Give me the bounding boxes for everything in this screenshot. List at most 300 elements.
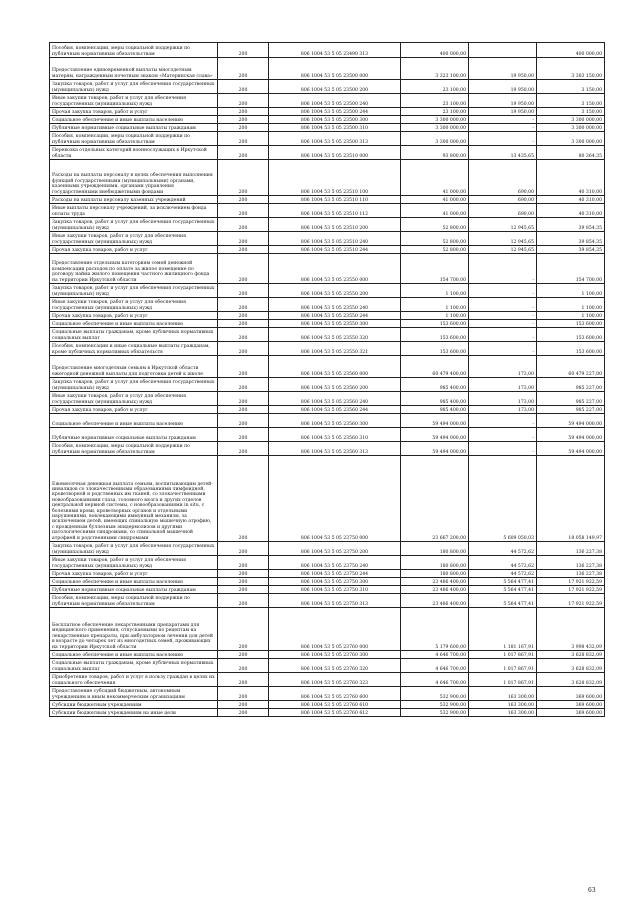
row-name: Социальные выплаты гражданам, кроме публичных нормативных социальных выплат	[50, 328, 218, 342]
row-executed-amount: 163 300,00	[469, 701, 537, 709]
row-executed-amount: -	[469, 328, 537, 342]
row-remaining-amount: 59 494 000,00	[537, 428, 605, 442]
row-executed-amount: 5 609 050,03	[469, 456, 537, 542]
row-glv-code: 200	[218, 254, 269, 284]
row-glv-code: 200	[218, 43, 269, 58]
row-budget-code: 806 1004 53 5 05 23750 244	[269, 570, 401, 578]
row-budget-code: 806 1004 53 5 05 23550 240	[269, 298, 401, 312]
row-glv-code: 200	[218, 94, 269, 108]
table-row	[50, 556, 605, 570]
budget-table-body	[50, 43, 605, 717]
row-remaining-amount: 17 921 922,59	[537, 578, 605, 586]
row-name: Публичные нормативные социальные выплаты гражданам	[50, 586, 218, 594]
row-glv-code: 200	[218, 342, 269, 356]
table-row	[50, 356, 605, 378]
table-row	[50, 428, 605, 442]
row-name: Социальные выплаты гражданам, кроме публичных нормативных социальных выплат	[50, 659, 218, 673]
row-name: Социальное обеспечение и иные выплаты населению	[50, 578, 218, 586]
row-budget-code: 806 1004 53 5 05 23750 310	[269, 586, 401, 594]
table-row	[50, 608, 605, 651]
row-approved-amount: 3 323 100,00	[401, 58, 469, 80]
row-approved-amount: 52 800,00	[401, 246, 469, 254]
row-budget-code: 806 1004 53 5 05 23560 240	[269, 392, 401, 406]
row-budget-code: 806 1004 53 5 05 23760 000	[269, 608, 401, 651]
row-name: Предоставление единовременной выплаты многодетным матерям, награжденным почетным знаком «Материнская слава»	[50, 58, 218, 80]
row-remaining-amount: 39 854,35	[537, 246, 605, 254]
row-approved-amount: 4 646 700,00	[401, 659, 469, 673]
row-approved-amount: 41 000,00	[401, 196, 469, 204]
table-row	[50, 246, 605, 254]
row-glv-code: 200	[218, 246, 269, 254]
row-budget-code: 806 1004 53 5 05 23560 313	[269, 442, 401, 456]
row-budget-code: 806 1004 53 5 05 23510 200	[269, 218, 401, 232]
row-name: Прочая закупка товаров, работ и услуг	[50, 246, 218, 254]
row-budget-code: 806 1004 53 5 05 23500 310	[269, 124, 401, 132]
row-executed-amount: 12 945,65	[469, 232, 537, 246]
row-name: Предоставление отдельным категориям семей денежной компенсации расходов по оплате за жилое помещение по договору найма жилого помещения частного жилищного фонда на территории Иркутской области	[50, 254, 218, 284]
row-approved-amount: 985 400,00	[401, 392, 469, 406]
table-row	[50, 160, 605, 196]
table-row	[50, 578, 605, 586]
row-approved-amount: 59 494 000,00	[401, 414, 469, 428]
row-remaining-amount: 136 227,38	[537, 556, 605, 570]
row-executed-amount: -	[469, 298, 537, 312]
row-name: Пособия, компенсации, меры социальной поддержки по публичным нормативным обязательствам	[50, 43, 218, 58]
row-remaining-amount: 3 628 832,09	[537, 659, 605, 673]
table-row	[50, 312, 605, 320]
row-executed-amount: 173,00	[469, 378, 537, 392]
table-row	[50, 43, 605, 58]
row-remaining-amount: 985 227,00	[537, 392, 605, 406]
row-remaining-amount: 985 227,00	[537, 406, 605, 414]
row-approved-amount: 23 486 400,00	[401, 594, 469, 608]
row-budget-code: 806 1004 53 5 05 23750 300	[269, 578, 401, 586]
row-executed-amount: 19 950,00	[469, 80, 537, 94]
row-glv-code: 200	[218, 442, 269, 456]
row-approved-amount: 400 000,00	[401, 43, 469, 58]
row-budget-code: 806 1004 53 5 05 23760 612	[269, 709, 401, 717]
row-executed-amount: -	[469, 254, 537, 284]
row-name: Социальное обеспечение и иные выплаты населению	[50, 651, 218, 659]
table-row	[50, 94, 605, 108]
row-name: Закупка товаров, работ и услуг для обеспечения государственных (муниципальных) нужд	[50, 80, 218, 94]
row-glv-code: 200	[218, 578, 269, 586]
row-budget-code: 806 1004 53 5 05 23510 110	[269, 196, 401, 204]
table-row	[50, 284, 605, 298]
table-row	[50, 414, 605, 428]
row-name: Приобретение товаров, работ и услуг в пользу граждан в целях их социального обеспечения	[50, 673, 218, 687]
row-name: Закупка товаров, работ и услуг для обеспечения государственных (муниципальных) нужд	[50, 284, 218, 298]
row-approved-amount: 23 100,00	[401, 94, 469, 108]
row-remaining-amount: 59 494 000,00	[537, 442, 605, 456]
row-budget-code: 806 1004 53 5 05 23760 610	[269, 701, 401, 709]
row-glv-code: 200	[218, 659, 269, 673]
row-remaining-amount: 3 150,00	[537, 94, 605, 108]
row-budget-code: 806 1004 53 5 05 23510 244	[269, 246, 401, 254]
row-remaining-amount: 3 300 000,00	[537, 132, 605, 146]
row-remaining-amount: 154 700,00	[537, 254, 605, 284]
row-budget-code: 806 1004 53 5 05 23560 200	[269, 378, 401, 392]
table-row	[50, 594, 605, 608]
row-executed-amount: -	[469, 414, 537, 428]
page-number: 63	[588, 887, 596, 894]
table-row	[50, 80, 605, 94]
row-approved-amount: 1 100,00	[401, 298, 469, 312]
row-approved-amount: 180 800,00	[401, 542, 469, 556]
row-remaining-amount: 1 100,00	[537, 312, 605, 320]
row-executed-amount: 1 017 867,91	[469, 659, 537, 673]
row-glv-code: 200	[218, 608, 269, 651]
row-approved-amount: 52 800,00	[401, 232, 469, 246]
row-name: Предоставление многодетным семьям в Иркутской области ежегодной денежной выплаты для подготовки детей к школе	[50, 356, 218, 378]
table-row	[50, 58, 605, 80]
row-approved-amount: 59 494 000,00	[401, 428, 469, 442]
row-name: Расходы на выплаты персоналу в целях обеспечения выполнения функций государственными (муниципальными) органами, казенными учреждениями, органами управления государственными внебюджетными фондами	[50, 160, 218, 196]
row-approved-amount: 180 800,00	[401, 556, 469, 570]
row-executed-amount: -	[469, 342, 537, 356]
row-name: Пособия, компенсации, меры социальной поддержки по публичным нормативным обязательствам	[50, 442, 218, 456]
row-remaining-amount: 17 921 922,59	[537, 586, 605, 594]
row-executed-amount: -	[469, 284, 537, 298]
row-budget-code: 806 1004 53 5 05 23750 200	[269, 542, 401, 556]
row-glv-code: 200	[218, 284, 269, 298]
row-glv-code: 200	[218, 414, 269, 428]
row-executed-amount: 5 564 477,41	[469, 586, 537, 594]
table-row	[50, 196, 605, 204]
row-glv-code: 200	[218, 570, 269, 578]
row-name: Иные закупки товаров, работ и услуг для обеспечения государственных (муниципальных) нужд	[50, 392, 218, 406]
row-approved-amount: 3 300 000,00	[401, 116, 469, 124]
table-row	[50, 442, 605, 456]
row-remaining-amount: 3 303 150,00	[537, 58, 605, 80]
row-budget-code: 806 1004 53 5 05 23500 200	[269, 80, 401, 94]
row-glv-code: 200	[218, 651, 269, 659]
row-executed-amount: 5 564 477,41	[469, 594, 537, 608]
row-remaining-amount: 17 921 922,59	[537, 594, 605, 608]
row-approved-amount: 23 486 400,00	[401, 586, 469, 594]
row-executed-amount: 690,00	[469, 204, 537, 218]
row-glv-code: 200	[218, 196, 269, 204]
row-remaining-amount: 153 600,00	[537, 328, 605, 342]
row-glv-code: 200	[218, 687, 269, 701]
row-budget-code: 806 1004 53 5 05 23550 321	[269, 342, 401, 356]
row-name: Закупка товаров, работ и услуг для обеспечения государственных (муниципальных) нужд	[50, 378, 218, 392]
row-budget-code: 806 1004 53 5 05 23560 300	[269, 414, 401, 428]
table-row	[50, 392, 605, 406]
row-executed-amount: 1 017 867,91	[469, 673, 537, 687]
row-glv-code: 200	[218, 406, 269, 414]
row-executed-amount: 173,00	[469, 406, 537, 414]
row-glv-code: 200	[218, 356, 269, 378]
row-budget-code: 806 1004 53 5 05 23510 112	[269, 204, 401, 218]
table-row	[50, 146, 605, 160]
row-name: Социальное обеспечение и иные выплаты населению	[50, 414, 218, 428]
table-row	[50, 108, 605, 116]
row-remaining-amount: 18 058 149,97	[537, 456, 605, 542]
row-approved-amount: 153 600,00	[401, 328, 469, 342]
row-approved-amount: 60 479 400,00	[401, 356, 469, 378]
row-glv-code: 200	[218, 124, 269, 132]
row-name: Социальное обеспечение и иные выплаты населению	[50, 320, 218, 328]
row-name: Прочая закупка товаров, работ и услуг	[50, 312, 218, 320]
row-executed-amount: -	[469, 320, 537, 328]
row-remaining-amount: 3 628 832,09	[537, 651, 605, 659]
row-budget-code: 806 1004 53 5 05 23550 300	[269, 320, 401, 328]
row-remaining-amount: 40 310,00	[537, 160, 605, 196]
row-executed-amount: 1 017 867,91	[469, 651, 537, 659]
row-remaining-amount: 59 494 000,00	[537, 414, 605, 428]
row-approved-amount: 59 494 000,00	[401, 442, 469, 456]
row-remaining-amount: 985 227,00	[537, 378, 605, 392]
row-name: Прочая закупка товаров, работ и услуг	[50, 570, 218, 578]
table-row	[50, 542, 605, 556]
row-glv-code: 200	[218, 298, 269, 312]
row-approved-amount: 23 667 200,00	[401, 456, 469, 542]
table-row	[50, 651, 605, 659]
row-budget-code: 806 1004 53 5 05 23510 240	[269, 232, 401, 246]
row-executed-amount: 163 300,00	[469, 709, 537, 717]
row-executed-amount: 12 945,65	[469, 246, 537, 254]
row-budget-code: 806 1004 53 5 05 23560 310	[269, 428, 401, 442]
row-approved-amount: 41 000,00	[401, 204, 469, 218]
row-glv-code: 200	[218, 132, 269, 146]
table-row	[50, 218, 605, 232]
row-remaining-amount: 80 364,35	[537, 146, 605, 160]
row-approved-amount: 1 100,00	[401, 312, 469, 320]
row-approved-amount: 93 800,00	[401, 146, 469, 160]
row-executed-amount: 1 181 167,91	[469, 608, 537, 651]
row-remaining-amount: 3 628 832,09	[537, 673, 605, 687]
row-budget-code: 806 1004 53 5 05 23510 000	[269, 146, 401, 160]
row-approved-amount: 23 100,00	[401, 108, 469, 116]
row-glv-code: 200	[218, 116, 269, 124]
table-row	[50, 342, 605, 356]
row-remaining-amount: 39 854,35	[537, 232, 605, 246]
row-glv-code: 200	[218, 556, 269, 570]
row-budget-code: 806 1004 53 5 05 23560 000	[269, 356, 401, 378]
row-glv-code: 200	[218, 586, 269, 594]
row-glv-code: 200	[218, 673, 269, 687]
row-approved-amount: 41 000,00	[401, 160, 469, 196]
row-glv-code: 200	[218, 160, 269, 196]
row-remaining-amount: 369 600,00	[537, 709, 605, 717]
row-budget-code: 806 1004 53 5 05 23750 240	[269, 556, 401, 570]
row-glv-code: 200	[218, 456, 269, 542]
row-budget-code: 806 1004 53 5 05 23550 244	[269, 312, 401, 320]
row-glv-code: 200	[218, 709, 269, 717]
row-glv-code: 200	[218, 701, 269, 709]
row-approved-amount: 52 800,00	[401, 218, 469, 232]
table-row	[50, 132, 605, 146]
row-approved-amount: 3 300 000,00	[401, 124, 469, 132]
row-remaining-amount: 40 310,00	[537, 204, 605, 218]
row-executed-amount: 13 435,65	[469, 146, 537, 160]
row-remaining-amount: 369 600,00	[537, 701, 605, 709]
row-glv-code: 200	[218, 58, 269, 80]
row-approved-amount: 532 900,00	[401, 701, 469, 709]
row-remaining-amount: 136 227,38	[537, 570, 605, 578]
row-remaining-amount: 3 300 000,00	[537, 116, 605, 124]
row-executed-amount: 690,00	[469, 160, 537, 196]
table-row	[50, 116, 605, 124]
row-budget-code: 806 1004 53 5 05 23560 244	[269, 406, 401, 414]
table-row	[50, 124, 605, 132]
row-name: Субсидии бюджетным учреждениям на иные цели	[50, 709, 218, 717]
row-glv-code: 200	[218, 428, 269, 442]
row-approved-amount: 180 800,00	[401, 570, 469, 578]
row-budget-code: 806 1004 53 5 05 23500 244	[269, 108, 401, 116]
row-name: Социальное обеспечение и иные выплаты населению	[50, 116, 218, 124]
row-glv-code: 200	[218, 594, 269, 608]
row-executed-amount: 690,00	[469, 196, 537, 204]
row-budget-code: 806 1004 53 5 05 23500 240	[269, 94, 401, 108]
row-budget-code: 806 1004 53 5 05 23760 320	[269, 659, 401, 673]
table-row	[50, 204, 605, 218]
row-name: Предоставление субсидий бюджетным, автономным учреждениям и иным некоммерческим организациям	[50, 687, 218, 701]
row-name: Прочая закупка товаров, работ и услуг	[50, 108, 218, 116]
row-budget-code: 806 1004 53 5 05 23760 300	[269, 651, 401, 659]
row-glv-code: 200	[218, 232, 269, 246]
row-remaining-amount: 153 600,00	[537, 342, 605, 356]
row-remaining-amount: 153 600,00	[537, 320, 605, 328]
row-name: Закупка товаров, работ и услуг для обеспечения государственных (муниципальных) нужд	[50, 218, 218, 232]
row-executed-amount: 19 950,00	[469, 94, 537, 108]
row-glv-code: 200	[218, 392, 269, 406]
row-budget-code: 806 1004 53 5 05 23760 600	[269, 687, 401, 701]
row-remaining-amount: 3 998 432,09	[537, 608, 605, 651]
row-budget-code: 806 1004 53 5 05 23760 323	[269, 673, 401, 687]
row-executed-amount: -	[469, 124, 537, 132]
table-row	[50, 586, 605, 594]
row-glv-code: 200	[218, 108, 269, 116]
row-name: Иные закупки товаров, работ и услуг для обеспечения государственных (муниципальных) нужд	[50, 298, 218, 312]
table-row	[50, 687, 605, 701]
table-row	[50, 378, 605, 392]
row-remaining-amount: 369 600,00	[537, 687, 605, 701]
row-glv-code: 200	[218, 80, 269, 94]
row-approved-amount: 153 600,00	[401, 320, 469, 328]
row-budget-code: 806 1004 53 5 05 23550 000	[269, 254, 401, 284]
row-budget-code: 806 1004 53 5 05 23750 000	[269, 456, 401, 542]
row-remaining-amount: 3 150,00	[537, 108, 605, 116]
row-name: Иные выплаты персоналу учреждений, за исключением фонда оплаты труда	[50, 204, 218, 218]
row-glv-code: 200	[218, 328, 269, 342]
row-approved-amount: 153 600,00	[401, 342, 469, 356]
row-executed-amount: 173,00	[469, 356, 537, 378]
table-row	[50, 659, 605, 673]
row-executed-amount: -	[469, 132, 537, 146]
row-name: Перевозка отдельных категорий военнослужащих в Иркутской области	[50, 146, 218, 160]
row-approved-amount: 3 300 000,00	[401, 132, 469, 146]
row-glv-code: 200	[218, 378, 269, 392]
row-glv-code: 200	[218, 218, 269, 232]
row-remaining-amount: 3 300 000,00	[537, 124, 605, 132]
row-executed-amount: 44 572,62	[469, 542, 537, 556]
table-row	[50, 570, 605, 578]
row-executed-amount: -	[469, 442, 537, 456]
table-row	[50, 701, 605, 709]
row-remaining-amount: 60 479 227,00	[537, 356, 605, 378]
row-budget-code: 806 1004 53 5 05 23500 300	[269, 116, 401, 124]
row-glv-code: 200	[218, 146, 269, 160]
row-executed-amount: 163 300,00	[469, 687, 537, 701]
table-row	[50, 406, 605, 414]
row-budget-code: 806 1004 53 5 05 23550 200	[269, 284, 401, 298]
row-executed-amount: 44 572,62	[469, 556, 537, 570]
row-name: Закупка товаров, работ и услуг для обеспечения государственных (муниципальных) нужд	[50, 542, 218, 556]
row-executed-amount: 173,00	[469, 392, 537, 406]
row-budget-code: 806 1004 53 5 05 23750 313	[269, 594, 401, 608]
table-row	[50, 328, 605, 342]
row-name: Иные закупки товаров, работ и услуг для обеспечения государственных (муниципальных) нужд	[50, 232, 218, 246]
row-name: Прочая закупка товаров, работ и услуг	[50, 406, 218, 414]
row-executed-amount: 19 950,00	[469, 108, 537, 116]
row-approved-amount: 532 900,00	[401, 709, 469, 717]
row-approved-amount: 532 900,00	[401, 687, 469, 701]
row-executed-amount: -	[469, 116, 537, 124]
row-remaining-amount: 136 227,38	[537, 542, 605, 556]
row-executed-amount: -	[469, 312, 537, 320]
row-approved-amount: 23 100,00	[401, 80, 469, 94]
row-name: Расходы на выплаты персоналу казенных учреждений	[50, 196, 218, 204]
table-row	[50, 298, 605, 312]
table-row	[50, 673, 605, 687]
row-approved-amount: 23 486 400,00	[401, 578, 469, 586]
table-row	[50, 456, 605, 542]
row-glv-code: 200	[218, 312, 269, 320]
row-remaining-amount: 1 100,00	[537, 298, 605, 312]
row-approved-amount: 5 179 600,00	[401, 608, 469, 651]
row-name: Иные закупки товаров, работ и услуг для обеспечения государственных (муниципальных) нужд	[50, 556, 218, 570]
row-name: Пособия, компенсации, меры социальной поддержки по публичным нормативным обязательствам	[50, 132, 218, 146]
budget-table	[49, 42, 605, 717]
row-executed-amount: 12 945,65	[469, 218, 537, 232]
row-budget-code: 806 1004 53 5 05 23550 320	[269, 328, 401, 342]
row-name: Иные закупки товаров, работ и услуг для обеспечения государственных (муниципальных) нужд	[50, 94, 218, 108]
row-executed-amount: 5 564 477,41	[469, 578, 537, 586]
row-budget-code: 806 1004 53 5 05 23500 313	[269, 132, 401, 146]
row-approved-amount: 4 646 700,00	[401, 673, 469, 687]
row-budget-code: 806 1004 53 5 05 23490 313	[269, 43, 401, 58]
row-approved-amount: 985 400,00	[401, 378, 469, 392]
row-approved-amount: 985 400,00	[401, 406, 469, 414]
row-name: Публичные нормативные социальные выплаты гражданам	[50, 428, 218, 442]
row-glv-code: 200	[218, 542, 269, 556]
row-name: Пособия, компенсации, меры социальной поддержки по публичным нормативным обязательствам	[50, 594, 218, 608]
row-approved-amount: 1 100,00	[401, 284, 469, 298]
row-approved-amount: 4 646 700,00	[401, 651, 469, 659]
budget-execution-sheet	[49, 42, 602, 717]
row-remaining-amount: 400 000,00	[537, 43, 605, 58]
row-executed-amount: 19 950,00	[469, 58, 537, 80]
row-executed-amount	[469, 43, 537, 58]
row-remaining-amount: 3 150,00	[537, 80, 605, 94]
table-row	[50, 254, 605, 284]
row-remaining-amount: 40 310,00	[537, 196, 605, 204]
row-budget-code: 806 1004 53 5 05 23500 000	[269, 58, 401, 80]
row-name: Субсидии бюджетным учреждениям	[50, 701, 218, 709]
table-row	[50, 709, 605, 717]
row-remaining-amount: 1 100,00	[537, 284, 605, 298]
row-executed-amount: -	[469, 428, 537, 442]
row-name: Ежемесячная денежная выплата семьям, воспитывающим детей-инвалидов со злокачественными образованиями лимфоидной, кроветворной и родственных им тканей, со злокачественными новообразованиями глаза, головного мозга и других отделов центральной нервной системы, с новообразованиями in situ, с болезнями крови, кроветворных органов и отдельными нарушениями, вовлекающими иммунный механизм, за исключением детей, имеющих спинальную мышечную атрофию, с врожденным буллезным эпидермолизом и другими патологическими синдромами, со спинальной мышечной атрофией и родственными синдромами	[50, 456, 218, 542]
row-budget-code: 806 1004 53 5 05 23510 100	[269, 160, 401, 196]
row-glv-code: 200	[218, 204, 269, 218]
row-glv-code: 200	[218, 320, 269, 328]
row-approved-amount: 154 700,00	[401, 254, 469, 284]
row-name: Бесплатное обеспечение лекарственными препаратами для медицинского применения, отпускаемыми по рецептам на лекарственные препараты, при амбулаторном лечении для детей в возрасте до четырех лет из многодетных семей, проживающих на территории Иркутской области	[50, 608, 218, 651]
row-name: Публичные нормативные социальные выплаты гражданам	[50, 124, 218, 132]
